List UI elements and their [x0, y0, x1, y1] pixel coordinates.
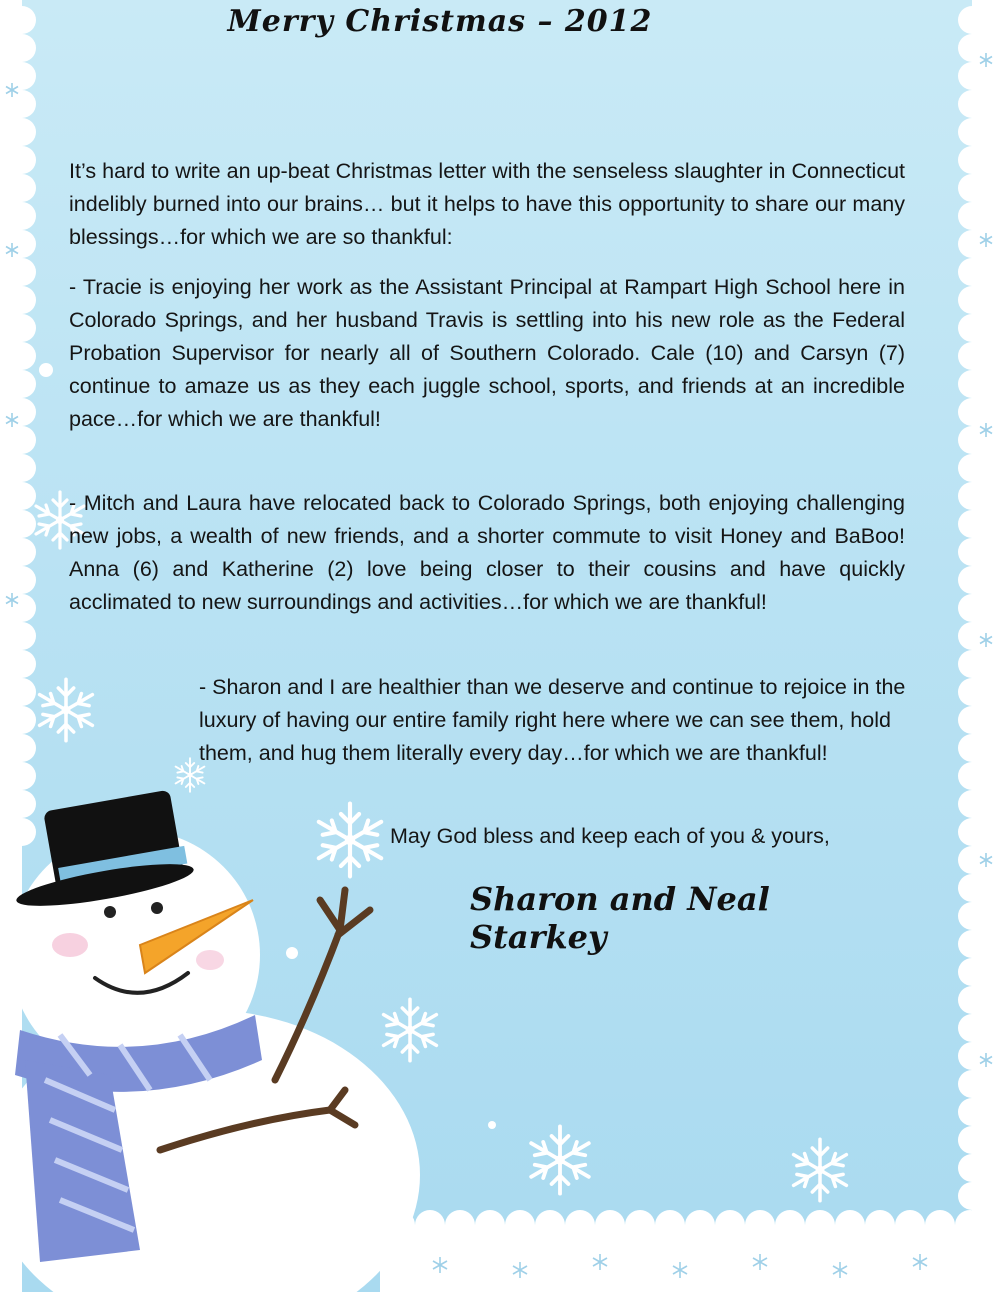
signature: Sharon and Neal Starkey	[470, 880, 770, 956]
snowflake-icon	[319, 804, 381, 877]
snowflake-icon	[531, 1126, 589, 1193]
closing-line: May God bless and keep each of you & yours,	[390, 824, 830, 848]
paragraph-sharon: - Sharon and I are healthier than we deserve and continue to rejoice in the luxury of having our entire family right here where we can see them, hold them, and hug them literally every day…for which we are thankful!	[199, 675, 906, 765]
paragraph-mitch: - Mitch and Laura have relocated back to Colorado Springs, both enjoying challenging new jobs, a wealth of new friends, and a shorter commute to visit Honey and BaBoo! Anna (6) and Katherine (2) love being closer to their cousins and have quickly acclimated to new surroundings and activities…for which we are thankful!	[69, 491, 905, 614]
paragraph-tracie: - Tracie is enjoying her work as the Assistant Principal at Rampart High School here in Colorado Springs, and her husband Travis is settling into his new role as the Federal Probation Supervisor for nearly all of Southern Colorado. Cale (10) and Carsyn (7) continue to amaze us as they each juggle school, sports, and friends at an incredible pace…for which we are thankful!	[69, 275, 905, 431]
letter-title: Merry Christmas – 2012	[227, 4, 653, 39]
snowflake-icon	[794, 1139, 847, 1201]
snowflake-icon	[40, 679, 93, 741]
paragraph-intro: It’s hard to write an up-beat Christmas letter with the senseless slaughter in Connecticut indelibly burned into our brains… but it helps to have this opportunity to share our many blessings…for which we are so thankful:	[69, 159, 905, 249]
snowflake-icon	[384, 999, 437, 1061]
